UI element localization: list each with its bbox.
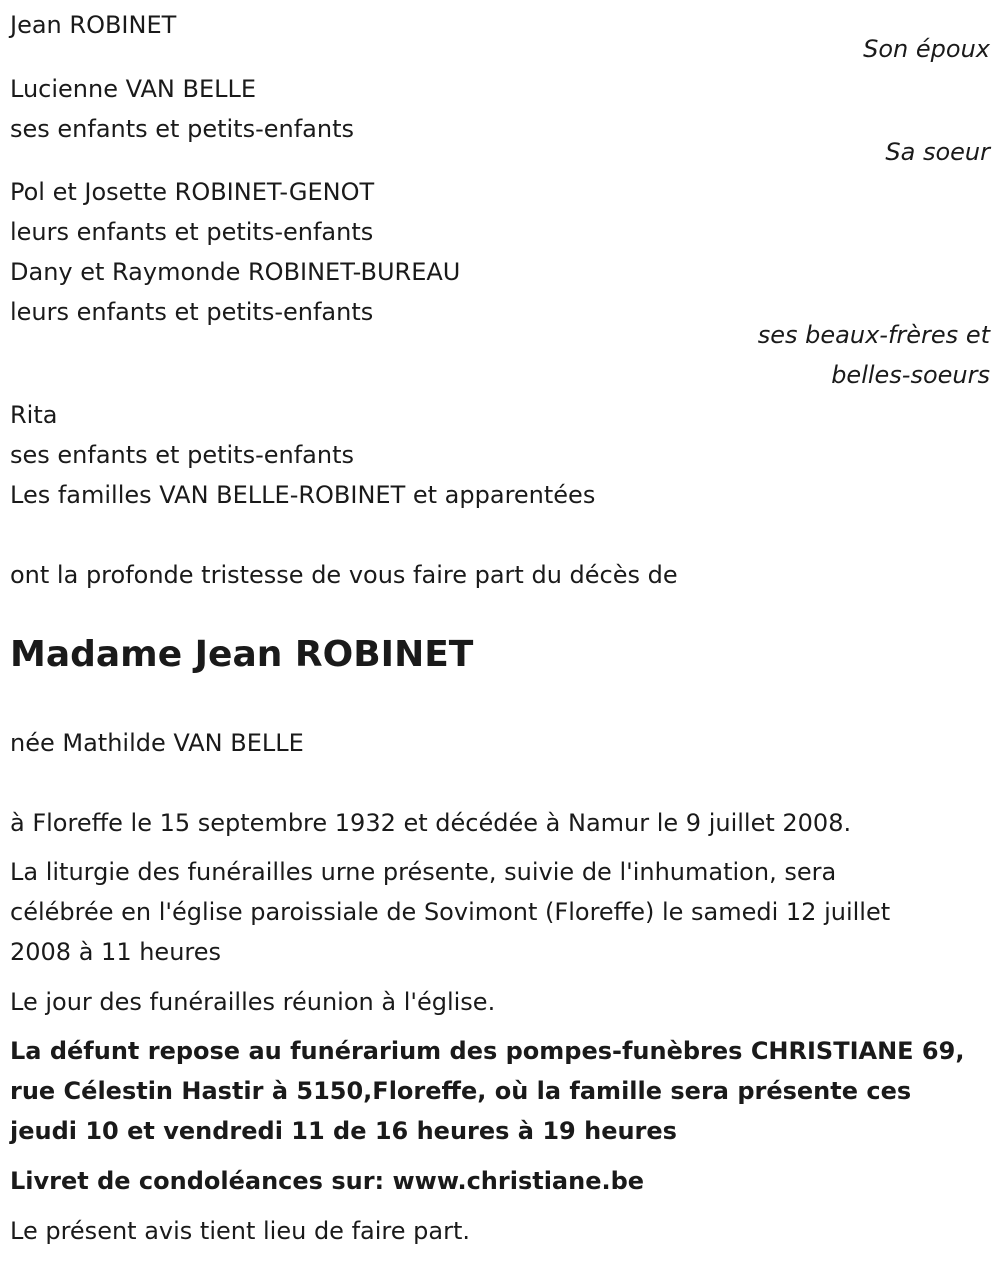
rita-children: ses enfants et petits-enfants: [10, 441, 355, 469]
birth-name: née Mathilde VAN BELLE: [10, 729, 304, 757]
liturgy-line3: 2008 à 11 heures: [10, 938, 222, 966]
condolences-line: Livret de condoléances sur: www.christiane.be: [10, 1167, 645, 1195]
liturgy-line1: La liturgie des funérailles urne présente, suivie de l'inhumation, sera: [10, 858, 837, 886]
sister-name: Lucienne VAN BELLE: [10, 75, 257, 103]
inlaws-2-children: leurs enfants et petits-enfants: [10, 298, 374, 326]
funerarium-line3: jeudi 10 et vendredi 11 de 16 heures à 19 heures: [10, 1117, 677, 1145]
inlaws-2-name: Dany et Raymonde ROBINET-BUREAU: [10, 258, 461, 286]
sister-role: Sa soeur: [885, 138, 990, 166]
funerarium-line2: rue Célestin Hastir à 5150,Floreffe, où la famille sera présente ces: [10, 1077, 912, 1105]
dates-line: à Floreffe le 15 septembre 1932 et décédée à Namur le 9 juillet 2008.: [10, 809, 852, 837]
meeting-line: Le jour des funérailles réunion à l'église.: [10, 988, 496, 1016]
spouse-role: Son époux: [863, 35, 990, 63]
inlaws-1-children: leurs enfants et petits-enfants: [10, 218, 374, 246]
inlaws-role-line2: belles-soeurs: [831, 361, 990, 389]
spouse-name: Jean ROBINET: [10, 11, 177, 39]
sister-children: ses enfants et petits-enfants: [10, 115, 355, 143]
announcement: ont la profonde tristesse de vous faire part du décès de: [10, 561, 678, 589]
rita-name: Rita: [10, 401, 58, 429]
inlaws-role-line1: ses beaux-frères et: [757, 321, 990, 349]
funerarium-line1: La défunt repose au funérarium des pompes-funèbres CHRISTIANE 69,: [10, 1037, 965, 1065]
inlaws-1-name: Pol et Josette ROBINET-GENOT: [10, 178, 375, 206]
deceased-title: Madame Jean ROBINET: [10, 634, 474, 675]
families-line: Les familles VAN BELLE-ROBINET et apparentées: [10, 481, 596, 509]
closing-line: Le présent avis tient lieu de faire part.: [10, 1217, 470, 1245]
liturgy-line2: célébrée en l'église paroissiale de Sovimont (Floreffe) le samedi 12 juillet: [10, 898, 891, 926]
